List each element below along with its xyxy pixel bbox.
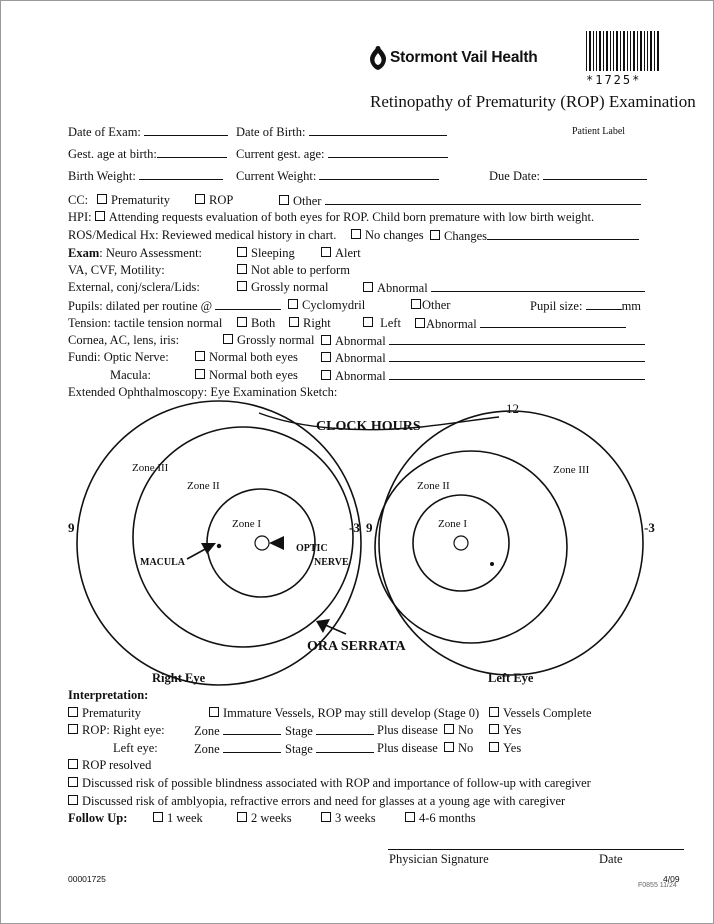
follow-up-4-6-months-checkbox[interactable]: 4-6 months: [405, 811, 476, 826]
rop-resolved-checkbox[interactable]: ROP resolved: [68, 758, 151, 773]
follow-up-label: Follow Up:: [68, 811, 128, 825]
tension-label: Tension: tactile tension normal: [68, 316, 223, 330]
extended-ophthalmoscopy-label: Extended Ophthalmoscopy: Eye Examination Sketch:: [68, 385, 338, 399]
rop-right-eye-checkbox[interactable]: ROP: Right eye:: [68, 723, 165, 738]
left-eye-9-label: 9: [366, 520, 373, 535]
right-plus-no-checkbox[interactable]: No: [444, 723, 473, 738]
right-eye-caption: Right Eye: [152, 671, 206, 685]
pupils-field[interactable]: Pupils: dilated per routine @: [68, 298, 281, 314]
tension-both-checkbox[interactable]: Both: [237, 316, 275, 331]
follow-up-2-weeks-checkbox[interactable]: 2 weeks: [237, 811, 292, 826]
form-version: 4/09: [663, 874, 680, 884]
right-stage-field[interactable]: Stage: [285, 723, 374, 739]
optic-normal-checkbox[interactable]: Normal both eyes: [195, 350, 298, 365]
form-code: 00001725: [68, 874, 106, 884]
date-of-exam-field[interactable]: Date of Exam:: [68, 124, 228, 140]
interpretation-heading: Interpretation:: [68, 688, 149, 702]
physician-signature-line[interactable]: [388, 849, 684, 850]
tension-abnormal-checkbox[interactable]: Abnormal: [415, 316, 626, 332]
due-date-field[interactable]: Due Date:: [489, 168, 647, 184]
barcode-number: *1725*: [586, 73, 642, 87]
left-plus-no-checkbox[interactable]: No: [444, 741, 473, 756]
right-zone1-label: Zone I: [232, 518, 262, 530]
tension-left-checkbox[interactable]: Left: [363, 316, 401, 331]
discussed-blindness-checkbox[interactable]: Discussed risk of possible blindness associated with ROP and importance of follow-up with caregiver: [68, 776, 591, 791]
macula-abnormal-checkbox[interactable]: Abnormal: [321, 368, 645, 384]
macula-sketch-label: MACULA: [140, 557, 185, 568]
cornea-label: Cornea, AC, lens, iris:: [68, 333, 180, 347]
form-id: F0855 11/24: [638, 882, 677, 889]
right-eye-3-label: -3: [349, 520, 360, 535]
right-plus-disease-label: Plus disease: [377, 723, 438, 737]
exam-neuro-label: Exam: Neuro Assessment:: [68, 246, 203, 260]
va-label: VA, CVF, Motility:: [68, 263, 165, 277]
physician-signature-label: Physician Signature: [389, 852, 489, 866]
left-zone2-label: Zone II: [417, 480, 450, 492]
right-plus-yes-checkbox[interactable]: Yes: [489, 723, 521, 738]
barcode: [586, 31, 660, 71]
ros-changes-checkbox[interactable]: Changes: [430, 228, 639, 244]
follow-up-1-week-checkbox[interactable]: 1 week: [153, 811, 203, 826]
right-zone-field[interactable]: Zone: [194, 723, 281, 739]
pupil-size-field[interactable]: Pupil size: mm: [530, 299, 642, 313]
optic-abnormal-checkbox[interactable]: Abnormal: [321, 350, 645, 366]
interp-prematurity-checkbox[interactable]: Prematurity: [68, 706, 141, 721]
current-gest-age-field[interactable]: Current gest. age:: [236, 146, 448, 162]
left-plus-yes-checkbox[interactable]: Yes: [489, 741, 521, 756]
nerve-sketch-label: NERVE: [314, 557, 349, 568]
birth-weight-field[interactable]: Birth Weight:: [68, 168, 223, 184]
cc-label: CC:: [68, 193, 89, 207]
external-label: External, conj/sclera/Lids:: [68, 280, 200, 294]
interp-immature-checkbox[interactable]: Immature Vessels, ROP may still develop (Stage 0): [209, 706, 479, 721]
tension-right-checkbox[interactable]: Right: [289, 316, 331, 331]
date-of-birth-field[interactable]: Date of Birth:: [236, 124, 447, 140]
left-plus-disease-label: Plus disease: [377, 741, 438, 755]
exam-alert-checkbox[interactable]: Alert: [321, 246, 361, 261]
macula-label: Macula:: [110, 368, 151, 382]
discussed-amblyopia-checkbox[interactable]: Discussed risk of amblyopia, refractive errors and need for glasses at a young age with caregiver: [68, 794, 565, 809]
left-zone3-label: Zone III: [553, 464, 590, 476]
left-eye-caption: Left Eye: [488, 671, 534, 685]
right-zone2-label: Zone II: [187, 480, 220, 492]
cc-rop-checkbox[interactable]: ROP: [195, 193, 233, 208]
cornea-normal-checkbox[interactable]: Grossly normal: [223, 333, 314, 348]
left-eye-label: Left eye:: [113, 741, 158, 755]
cc-other-checkbox[interactable]: Other: [279, 193, 641, 209]
left-stage-field[interactable]: Stage: [285, 741, 374, 757]
follow-up-3-weeks-checkbox[interactable]: 3 weeks: [321, 811, 376, 826]
external-abnormal-checkbox[interactable]: Abnormal: [363, 280, 645, 296]
hpi-checkbox[interactable]: [95, 211, 105, 221]
pupils-cyclomydril-checkbox[interactable]: Cyclomydril: [288, 298, 365, 313]
ros-no-changes-checkbox[interactable]: No changes: [351, 228, 424, 243]
gest-age-birth-field[interactable]: Gest. age at birth:: [68, 146, 227, 162]
left-eye-3-label: -3: [644, 520, 655, 535]
right-eye-9-label: 9: [68, 520, 75, 535]
eye-examination-sketch[interactable]: [1, 397, 714, 687]
ora-serrata-label: ORA SERRATA: [307, 639, 406, 654]
external-normal-checkbox[interactable]: Grossly normal: [237, 280, 328, 295]
current-weight-field[interactable]: Current Weight:: [236, 168, 439, 184]
macula-normal-checkbox[interactable]: Normal both eyes: [195, 368, 298, 383]
hpi-line: HPI: Attending requests evaluation of both eyes for ROP. Child born premature with low birth weight.: [68, 210, 595, 224]
exam-sleeping-checkbox[interactable]: Sleeping: [237, 246, 295, 261]
ros-line: ROS/Medical Hx: Reviewed medical history in chart.: [68, 228, 337, 242]
optic-sketch-label: OPTIC: [296, 543, 328, 554]
left-zone-field[interactable]: Zone: [194, 741, 281, 757]
va-not-able-checkbox[interactable]: Not able to perform: [237, 263, 350, 278]
cc-prematurity-checkbox[interactable]: Prematurity: [97, 193, 170, 208]
org-name: Stormont Vail Health: [390, 49, 538, 66]
left-zone1-label: Zone I: [438, 518, 468, 530]
stormont-vail-logo-icon: [369, 45, 387, 71]
pupils-other-checkbox[interactable]: Other: [411, 298, 450, 313]
clock-12-label: 12: [506, 401, 519, 416]
right-zone3-label: Zone III: [132, 462, 169, 474]
interp-complete-checkbox[interactable]: Vessels Complete: [489, 706, 592, 721]
patient-label: Patient Label: [572, 126, 626, 137]
clock-hours-label: CLOCK HOURS: [316, 419, 421, 434]
signature-date-label: Date: [599, 852, 623, 866]
fundi-optic-label: Fundi: Optic Nerve:: [68, 350, 169, 364]
cornea-abnormal-checkbox[interactable]: Abnormal: [321, 333, 645, 349]
form-title: Retinopathy of Prematurity (ROP) Examination: [370, 92, 696, 111]
